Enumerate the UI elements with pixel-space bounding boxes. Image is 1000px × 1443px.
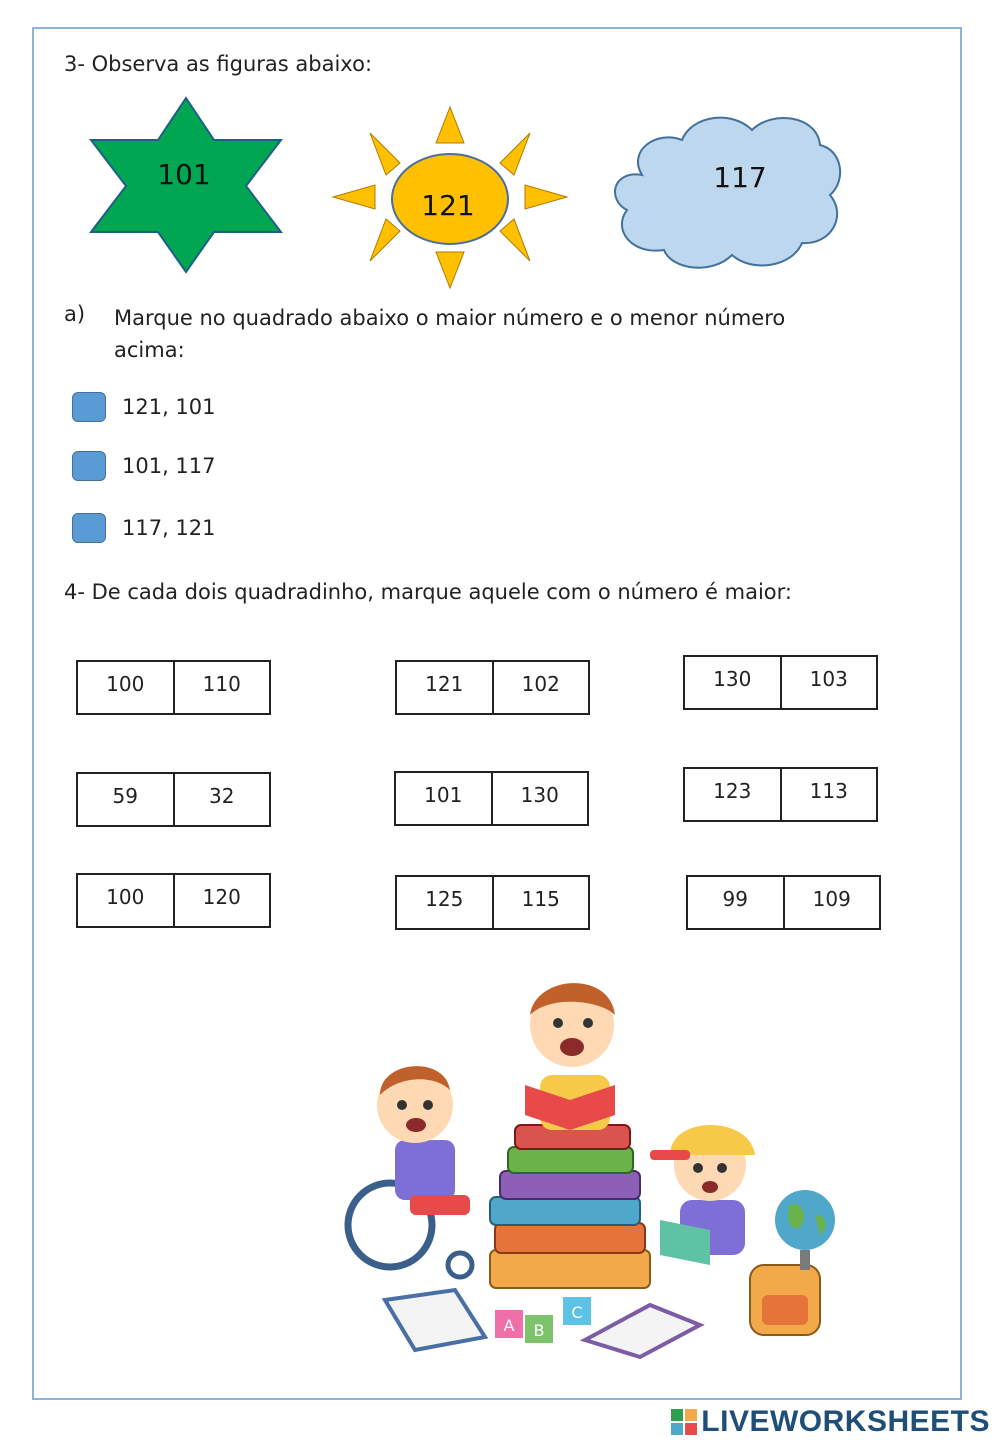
pair-1-left[interactable]: 100 bbox=[106, 672, 145, 696]
kid-with-cap bbox=[650, 1125, 755, 1265]
pair-4-left[interactable]: 59 bbox=[112, 784, 138, 808]
option-3-label: 117, 121 bbox=[122, 516, 216, 540]
pair-8-right[interactable]: 115 bbox=[492, 877, 589, 928]
block-b-letter: B bbox=[533, 1321, 545, 1340]
number-pair-6 bbox=[683, 767, 878, 822]
liveworksheets-logo[interactable] bbox=[671, 1405, 990, 1439]
block-c-letter: C bbox=[571, 1303, 583, 1322]
option-3-checkbox[interactable] bbox=[72, 513, 106, 543]
pair-5-left[interactable]: 101 bbox=[424, 783, 463, 807]
cloud-figure bbox=[602, 105, 847, 275]
sun-figure bbox=[330, 105, 570, 290]
brand-name: LIVEWORKSHEETS bbox=[701, 1405, 990, 1438]
pair-2-right[interactable]: 102 bbox=[492, 662, 589, 713]
option-2[interactable] bbox=[72, 451, 216, 481]
pair-7-left[interactable]: 100 bbox=[106, 885, 145, 909]
number-pair-7 bbox=[76, 873, 271, 928]
option-2-label: 101, 117 bbox=[122, 454, 216, 478]
option-3[interactable] bbox=[72, 513, 216, 543]
cloud-number: 117 bbox=[713, 161, 767, 194]
option-1[interactable] bbox=[72, 392, 216, 422]
globe-icon bbox=[775, 1190, 835, 1270]
backpack bbox=[750, 1265, 820, 1335]
pair-3-left[interactable]: 130 bbox=[713, 667, 752, 691]
pair-3-right[interactable]: 103 bbox=[780, 657, 877, 708]
open-book-right bbox=[585, 1305, 700, 1357]
number-pair-1 bbox=[76, 660, 271, 715]
pair-9-right[interactable]: 109 bbox=[783, 877, 880, 928]
block-a-letter: A bbox=[503, 1316, 515, 1335]
pair-6-right[interactable]: 113 bbox=[780, 769, 877, 820]
pair-4-right[interactable]: 32 bbox=[173, 774, 270, 825]
question-a-letter: a) bbox=[64, 302, 86, 326]
question-4-title: 4- De cada dois quadradinho, marque aquele com o número é maior: bbox=[64, 580, 792, 604]
question-3-title: 3- Observa as figuras abaixo: bbox=[64, 52, 373, 76]
number-pair-9 bbox=[686, 875, 881, 930]
number-pair-5 bbox=[394, 771, 589, 826]
kid-in-wheelchair bbox=[348, 1066, 472, 1277]
pair-6-left[interactable]: 123 bbox=[713, 779, 752, 803]
liveworksheets-icon bbox=[671, 1409, 697, 1435]
pair-1-right[interactable]: 110 bbox=[173, 662, 270, 713]
kids-reading-illustration bbox=[330, 965, 850, 1365]
option-1-checkbox[interactable] bbox=[72, 392, 106, 422]
question-a-text: Marque no quadrado abaixo o maior número e o menor número acima: bbox=[114, 306, 786, 362]
book-stack bbox=[490, 1125, 650, 1288]
star-figure bbox=[86, 96, 286, 276]
pair-8-left[interactable]: 125 bbox=[425, 887, 464, 911]
pair-5-right[interactable]: 130 bbox=[491, 773, 588, 824]
option-1-label: 121, 101 bbox=[122, 395, 216, 419]
option-2-checkbox[interactable] bbox=[72, 451, 106, 481]
kid-on-books bbox=[525, 983, 615, 1130]
number-pair-2 bbox=[395, 660, 590, 715]
pair-7-right[interactable]: 120 bbox=[173, 875, 270, 926]
open-book-left bbox=[385, 1290, 485, 1350]
abc-blocks bbox=[495, 1297, 591, 1343]
number-pair-4 bbox=[76, 772, 271, 827]
pair-2-left[interactable]: 121 bbox=[425, 672, 464, 696]
number-pair-8 bbox=[395, 875, 590, 930]
number-pair-3 bbox=[683, 655, 878, 710]
star-number: 101 bbox=[157, 158, 211, 191]
pair-9-left[interactable]: 99 bbox=[722, 887, 748, 911]
sun-number: 121 bbox=[421, 189, 475, 222]
